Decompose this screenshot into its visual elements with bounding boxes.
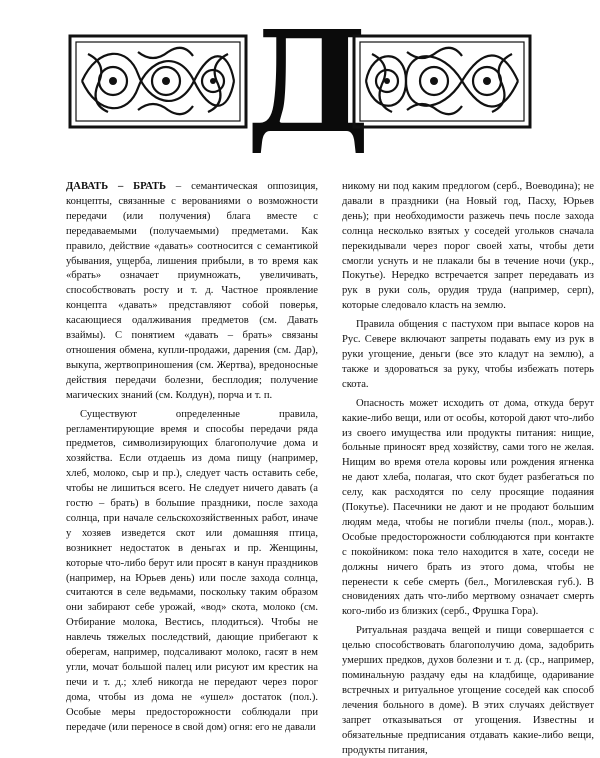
chapter-header <box>0 0 600 165</box>
text-column-left <box>66 180 318 742</box>
paragraph <box>342 318 594 393</box>
paragraph <box>66 408 318 736</box>
entry-term: ДАВАТЬ – БРАТЬ <box>66 181 167 192</box>
paragraph-text: никому ни под каким предлогом (серб., Воеводина); не давали в праздники (на Новый год, Пасху, Юрьев день); при необходимости разжечь печь после захода солнца несколько взятых у соседей угольков сначала перекидывали через порог своей хаты, чтобы дети смогли уснуть и не плакали бы в течение ночи (укр., Покутье). Нередко встречается запрет передавать из рук в руки соль, орудия труда (например, серп), которые следовало класть на землю. <box>342 181 594 312</box>
paragraph-text: Правила общения с пастухом при выпасе коров на Рус. Севере включают запреты подавать ему из рук в руки угощение, деньги (все это кладут на землю), а также и здороваться за руку, чтобы избежать потерь скота. <box>342 319 594 390</box>
paragraph-text: Опасность может исходить от дома, откуда берут какие-либо вещи, или от особы, которой дают что-либо из своего имущества или продукты питания: нищие, больные приносят вред хозяйству, сами того не желая. Нищим во время отела коровы или рождения ягненка не дают хлеба, полагая, что скот будет разбегаться по селу, как расходятся по селу просящие подаяния (Покутье). Пасечники не дают и не продают большим людям меда, чтобы не погибли пчелы (пол., морав.). Особые предосторожности соблюдаются при контакте с покойником: пока тело находится в хате, соседи не должны ничего брать из этого дома, чтобы не перенести к себе смерть (бел., Могилевская губ.). В сновидениях дать что-либо мертвому означает смерть кого-либо из близких (серб., Фрушка Гора). <box>342 397 594 618</box>
paragraph-text: Ритуальная раздача вещей и пищи совершается с целью способствовать благополучию дома, задобрить умерших предков, духов болезни и т. д. (ср., например, поминальную раздачу еды на кладбище, одаривание встречных и ритуальное угощение соседей как способ лечения больного в доме). В этих случаях действует запрет отказываться от угощения. Известны и обязательные предписания отдавать какие-либо вещи, продукты питания, <box>342 625 594 756</box>
paragraph <box>342 624 594 758</box>
paragraph-text: – семантическая оппозиция, концепты, связанные с верованиями о возможности передачи (или получения) блага вместе с передаваемыми (получаемыми) предметами. Как правило, действие «давать» соотносится с семантикой убывания, ущерба, лишения прибыли, в то время как «брать» означает приумножать, увеличивать, способствовать росту и т. д. Частное проявление концепта «давать» представляют собой поверья, касающиеся одалживания предметов (см. Давать взаймы). С понятием «давать – брать» связаны отношения обмена, купли-продажи, дарения (см. Дар), выкупа, жертвоприношения (см. Жертва), вредоносные действия передачи болезни, бесплодия; получение магических знаний (см. Колдун), порча и т. п. <box>66 181 318 401</box>
text-column-right <box>342 180 594 756</box>
paragraph <box>342 180 594 314</box>
ornament-left-icon <box>68 34 248 129</box>
ornament-right-icon <box>352 34 532 129</box>
drop-cap-letter: Д <box>246 1 371 165</box>
paragraph-text: Существуют определенные правила, регламентирующие время и способы передачи ряда предметов, символизирующих благополучие дома и хозяйства. Если отдаешь из дома пищу (например, хлеб, молоко, сыр и пр.), следует часть оставить себе, чтобы не лишиться всего. Не следует ничего давать (а гостю – брать) в большие праздники, после захода солнца, при начале сельскохозяйственных работ, иначе у хозяев изведется скот или домашняя птица, возникнет недостаток в деньгах и пр. Женщины, которые что-либо берут или просят в канун праздников (например, на Юрьев день) или после захода солнца, считаются в селе ведьмами, поскольку таким образом они забирают себе урожай, «вод» скота, молоко (см. Отбирание молока, Вестись, плодиться). Чтобы не навлечь тяжелых последствий, дающие прибегают к оберегам, например, подсаливают молоко, гасят в нем угли, мочат большой палец или рисуют им крестик на печи и т. д.; хлеб никогда не передают через порог дома, чтобы из дома не «ушел» достаток (пол.). Особые меры предосторожности соблюдали при передаче (или переносе в свой дом) огня: его не давали <box>66 408 318 733</box>
paragraph <box>342 397 594 621</box>
entry-paragraph <box>66 180 318 404</box>
